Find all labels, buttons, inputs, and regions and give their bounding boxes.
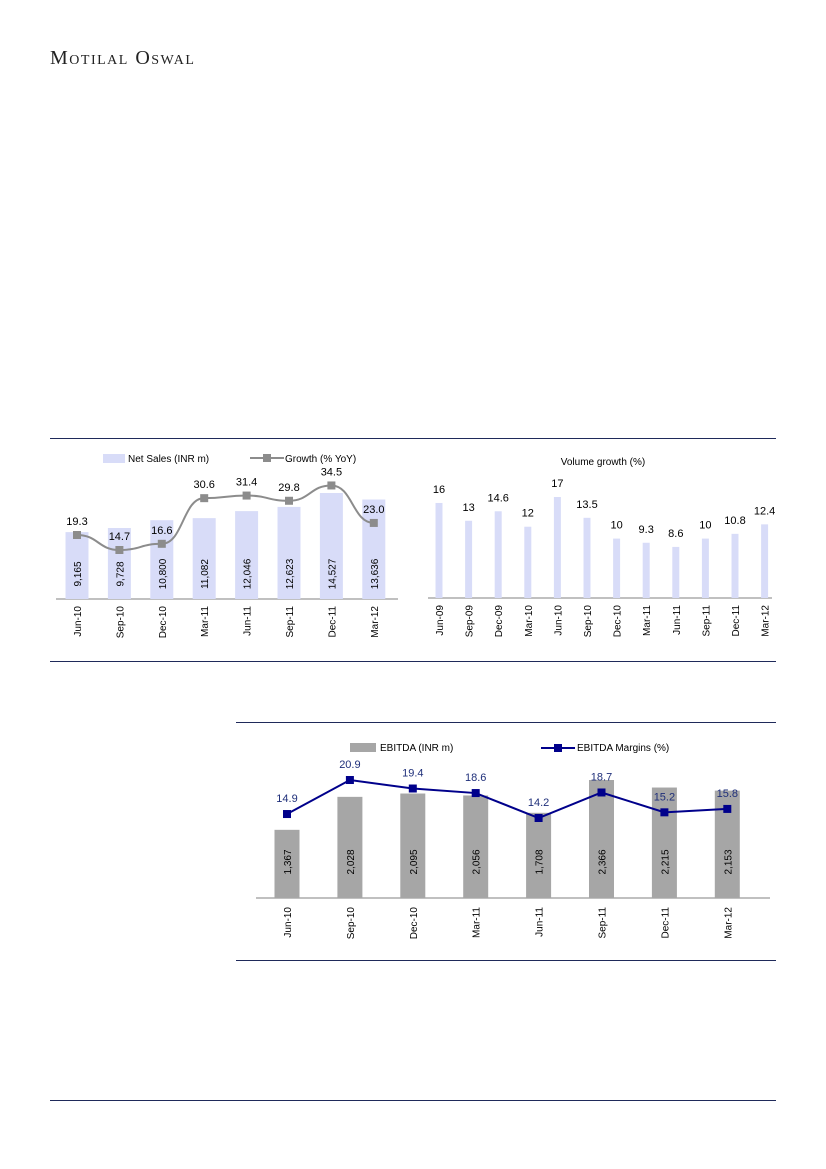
ebitda-bar-label: 1,367 [283, 849, 294, 875]
net-sales-bar-label: 14,527 [327, 558, 339, 590]
volume-data-label: 13 [462, 501, 475, 514]
ebitda-bar-label: 1,708 [534, 849, 546, 875]
margins-data-label: 14.9 [276, 793, 298, 806]
growth-data-label: 34.5 [320, 466, 343, 479]
margins-data-label: 18.7 [590, 771, 613, 784]
volume-data-label: 9.3 [638, 523, 654, 536]
x-tick-label: Dec-11 [660, 907, 672, 939]
x-tick-label: Sep-10 [115, 606, 127, 639]
x-tick-label: Mar-12 [369, 606, 381, 638]
ebitda-bar [400, 794, 425, 898]
margins-point [660, 808, 668, 816]
volume-data-label: 17 [551, 478, 564, 491]
ebitda-bar [463, 795, 488, 898]
x-tick-label: Dec-10 [157, 606, 169, 639]
volume-data-label: 10.8 [724, 514, 746, 527]
x-tick-label: Mar-11 [200, 606, 212, 637]
margins-data-label: 19.4 [402, 767, 424, 780]
legend-swatch-ebitda [350, 743, 376, 752]
volume-data-label: 13.5 [576, 498, 598, 511]
margins-point [472, 789, 480, 797]
ebitda-bar-label: 2,028 [345, 849, 357, 875]
growth-data-label: 31.4 [235, 476, 258, 489]
legend-label-growth: Growth (% YoY) [285, 454, 357, 465]
x-tick-label: Jun-11 [671, 605, 683, 635]
volume-data-label: 8.6 [668, 527, 684, 540]
ebitda-bar [652, 788, 677, 898]
legend-label-ebitda: EBITDA (INR m) [380, 743, 454, 754]
volume-data-label: 12 [521, 507, 534, 520]
net-sales-bar-label: 9,728 [115, 561, 127, 587]
legend-marker-margins [554, 744, 562, 752]
net-sales-bar-label: 13,636 [369, 558, 381, 590]
x-tick-label: Dec-11 [327, 606, 339, 638]
margins-point [723, 805, 731, 813]
legend-label-net-sales: Net Sales (INR m) [128, 454, 210, 465]
chart-title: Volume growth (%) [560, 457, 646, 468]
ebitda-bar [337, 797, 362, 898]
ebitda-bar-label: 2,153 [723, 849, 735, 875]
x-tick-label: Sep-10 [345, 907, 357, 940]
x-tick-label: Jun-10 [553, 605, 565, 636]
volume-data-label: 10 [699, 519, 712, 532]
net-sales-bar-label: 10,800 [157, 558, 169, 590]
margins-point [535, 814, 543, 822]
x-tick-label: Jun-11 [534, 907, 546, 937]
growth-data-label: 29.8 [278, 481, 300, 494]
x-tick-label: Mar-11 [471, 907, 483, 938]
margins-point [598, 788, 606, 796]
net-sales-bar-label: 9,165 [73, 561, 84, 587]
x-tick-label: Mar-12 [760, 605, 772, 637]
margins-data-label: 18.6 [464, 772, 487, 785]
volume-data-label: 14.6 [487, 492, 509, 505]
growth-data-label: 14.7 [108, 531, 131, 543]
margins-data-label: 20.9 [339, 759, 361, 772]
x-tick-label: Jun-11 [242, 606, 254, 636]
x-tick-label: Jun-09 [435, 605, 446, 636]
x-tick-label: Sep-11 [597, 907, 609, 939]
ebitda-bar-label: 2,056 [471, 849, 483, 875]
x-tick-label: Dec-11 [731, 605, 742, 637]
growth-data-label: 23.0 [363, 503, 385, 516]
net-sales-bar-label: 12,623 [285, 558, 296, 590]
x-tick-label: Dec-09 [494, 605, 506, 638]
net-sales-bar-label: 11,082 [200, 559, 212, 589]
x-tick-label: Jun-10 [283, 907, 294, 938]
margins-data-label: 14.2 [527, 797, 550, 809]
brand-logo: Motilal Oswal [50, 47, 196, 69]
volume-data-label: 16 [432, 483, 446, 496]
ebitda-bar-label: 2,366 [597, 849, 609, 875]
x-tick-label: Dec-10 [612, 605, 624, 638]
net-sales-bar-label: 12,046 [242, 558, 254, 590]
margins-point [346, 776, 354, 784]
growth-data-label: 16.6 [151, 524, 173, 537]
x-tick-label: Sep-11 [701, 605, 713, 637]
margins-point [283, 810, 291, 818]
x-tick-label: Sep-11 [285, 606, 296, 638]
volume-data-label: 10 [610, 519, 623, 532]
x-tick-label: Mar-12 [723, 907, 735, 939]
ebitda-bar [589, 780, 614, 898]
volume-data-label: 12.4 [753, 505, 776, 518]
margins-point [409, 785, 417, 793]
margins-data-label: 15.8 [716, 787, 739, 800]
growth-data-label: 30.6 [193, 479, 215, 492]
x-tick-label: Mar-11 [642, 605, 654, 636]
legend-label-margins: EBITDA Margins (%) [577, 743, 670, 754]
ebitda-bar-label: 2,095 [408, 849, 420, 875]
x-tick-label: Mar-10 [523, 605, 535, 637]
x-tick-label: Jun-10 [73, 606, 84, 637]
x-tick-label: Sep-10 [583, 605, 594, 638]
growth-data-label: 19.3 [66, 516, 88, 529]
ebitda-bar-label: 2,215 [660, 849, 672, 875]
margins-data-label: 15.2 [653, 791, 676, 804]
x-tick-label: Sep-09 [464, 605, 476, 638]
x-tick-label: Dec-10 [408, 907, 420, 940]
